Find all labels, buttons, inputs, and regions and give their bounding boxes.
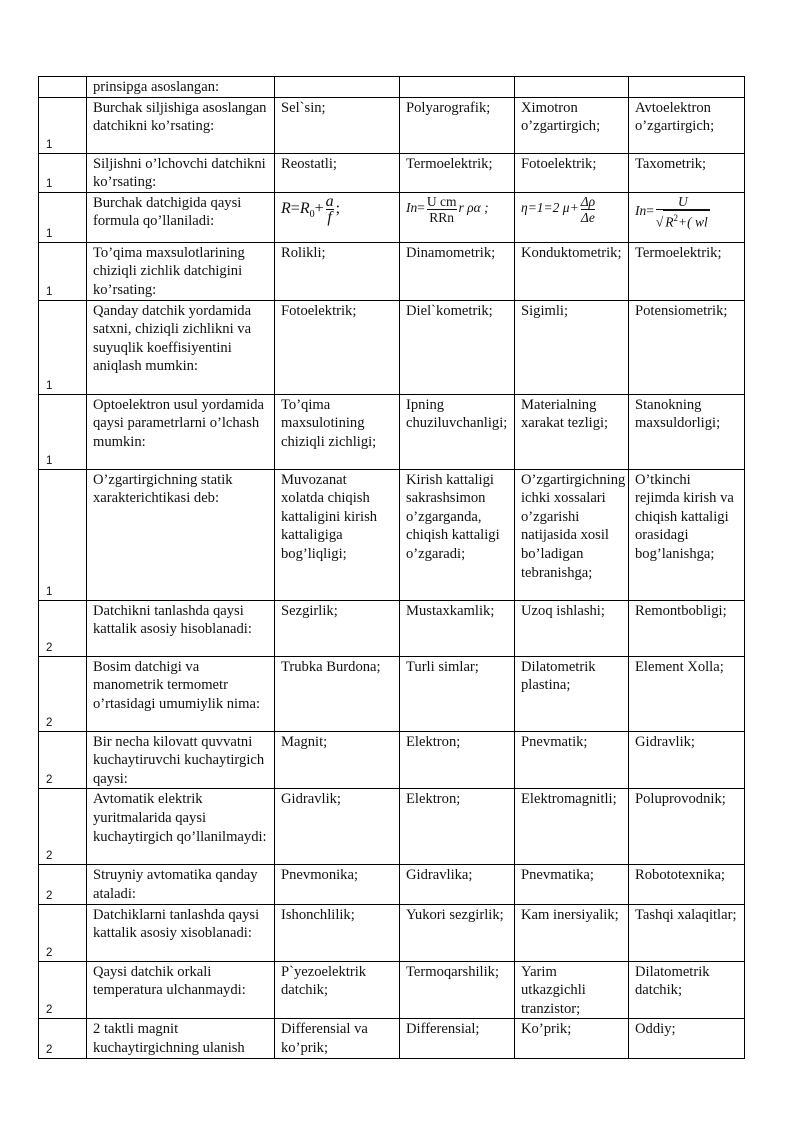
table-row — [39, 961, 745, 1019]
option-c: O’zgartirgichning ichki xossalari o’zgarishi natijasida xosil bo’ladigan tebranishga; — [515, 469, 629, 600]
option-b — [400, 77, 515, 98]
row-number — [39, 77, 87, 98]
option-d: Remontbobligi; — [629, 600, 745, 656]
table-row — [39, 789, 745, 865]
option-b: Termoqarshilik; — [400, 961, 515, 1019]
option-b: Polyarografik; — [400, 97, 515, 153]
row-number: 1 — [39, 242, 87, 300]
option-c: Pnevmatik; — [515, 731, 629, 789]
option-a: Sezgirlik; — [275, 600, 400, 656]
option-d: Poluprovodnik; — [629, 789, 745, 865]
option-b: Termoelektrik; — [400, 153, 515, 192]
question-text: Bir necha kilovatt quvvatni kuchaytiruvchi kuchaytirgich qaysi: — [87, 731, 275, 789]
option-d: Tashqi xalaqitlar; — [629, 904, 745, 961]
question-text: Bosim datchigi va manometrik termometr o’rtasidagi umumiylik nima: — [87, 656, 275, 731]
option-c: Sigimli; — [515, 300, 629, 394]
option-c: Elektromagnitli; — [515, 789, 629, 865]
option-a: Muvozanat xolatda chiqish kattaligini kirish kattaligiga bog’liqligi; — [275, 469, 400, 600]
row-number: 2 — [39, 904, 87, 961]
option-b: Gidravlika; — [400, 865, 515, 904]
option-b: Turli simlar; — [400, 656, 515, 731]
table-row — [39, 1019, 745, 1058]
option-b: Mustaxkamlik; — [400, 600, 515, 656]
table-row — [39, 394, 745, 469]
option-a: Gidravlik; — [275, 789, 400, 865]
option-b: Kirish kattaligi sakrashsimon o’zgarganda, chiqish kattaligi o’zgaradi; — [400, 469, 515, 600]
row-number: 1 — [39, 97, 87, 153]
option-a: Rolikli; — [275, 242, 400, 300]
row-number: 2 — [39, 731, 87, 789]
option-a: Ishonchlilik; — [275, 904, 400, 961]
option-a: Magnit; — [275, 731, 400, 789]
question-text: Optoelektron usul yordamida qaysi parametrlarni o’lchash mumkin: — [87, 394, 275, 469]
table-row — [39, 731, 745, 789]
row-number: 2 — [39, 656, 87, 731]
option-c: Yarim utkazgichli tranzistor; — [515, 961, 629, 1019]
table-row — [39, 153, 745, 192]
row-number: 1 — [39, 300, 87, 394]
option-d: Potensiometrik; — [629, 300, 745, 394]
formula-a: $R=R_0+$ $\frac{a}{f}$ ; — [275, 192, 400, 242]
question-text: Avtomatik elektrik yuritmalarida qaysi kuchaytirgich qo’llanilmaydi: — [87, 789, 275, 865]
option-b: Differensial; — [400, 1019, 515, 1058]
table-row — [39, 600, 745, 656]
option-b: Elektron; — [400, 789, 515, 865]
option-a: Trubka Burdona; — [275, 656, 400, 731]
option-a: To’qima maxsulotining chiziqli zichligi; — [275, 394, 400, 469]
option-c: Konduktometrik; — [515, 242, 629, 300]
table-row — [39, 242, 745, 300]
option-c: Pnevmatika; — [515, 865, 629, 904]
option-a: Fotoelektrik; — [275, 300, 400, 394]
question-text: Datchiklarni tanlashda qaysi kattalik asosiy xisoblanadi: — [87, 904, 275, 961]
option-b: Dinamometrik; — [400, 242, 515, 300]
option-c: Dilatometrik plastina; — [515, 656, 629, 731]
question-text: Qaysi datchik orkali temperatura ulchanmaydi: — [87, 961, 275, 1019]
question-text: Datchikni tanlashda qaysi kattalik asosiy hisoblanadi: — [87, 600, 275, 656]
question-text: Qanday datchik yordamida satxni, chiziqli zichlikni va suyuqlik koeffisiyentini aniqlash mumkin: — [87, 300, 275, 394]
table-row — [39, 865, 745, 904]
option-d: Dilatometrik datchik; — [629, 961, 745, 1019]
row-number: 2 — [39, 600, 87, 656]
option-a: P`yezoelektrik datchik; — [275, 961, 400, 1019]
option-d: Termoelektrik; — [629, 242, 745, 300]
question-text: 2 taktli magnit kuchaytirgichning ulanish — [87, 1019, 275, 1058]
table-row — [39, 192, 745, 242]
table-row — [39, 904, 745, 961]
option-b: Yukori sezgirlik; — [400, 904, 515, 961]
question-text: O’zgartirgichning statik xarakterichtikasi deb: — [87, 469, 275, 600]
option-c: Uzoq ishlashi; — [515, 600, 629, 656]
question-table — [38, 76, 745, 1059]
question-text: Siljishni o’lchovchi datchikni ko’rsating: — [87, 153, 275, 192]
table-row — [39, 300, 745, 394]
option-d — [629, 77, 745, 98]
option-b: Ipning chuziluvchanligi; — [400, 394, 515, 469]
formula-d: In= $\frac{U}{√ R^2+( wl}$ — [629, 192, 745, 242]
option-d: Avtoelektron o’zgartirgich; — [629, 97, 745, 153]
row-number: 1 — [39, 469, 87, 600]
table-row — [39, 469, 745, 600]
option-c: Ximotron o’zgartirgich; — [515, 97, 629, 153]
question-text: To’qima maxsulotlarining chiziqli zichlik datchigini ko’rsating: — [87, 242, 275, 300]
option-a: Pnevmonika; — [275, 865, 400, 904]
table-row — [39, 97, 745, 153]
option-c — [515, 77, 629, 98]
question-text: Struyniy avtomatika qanday ataladi: — [87, 865, 275, 904]
option-d: Robototexnika; — [629, 865, 745, 904]
option-d: Gidravlik; — [629, 731, 745, 789]
formula-b: In= U cm RRn r ρα ; — [400, 192, 515, 242]
row-number: 1 — [39, 153, 87, 192]
option-a — [275, 77, 400, 98]
row-number: 2 — [39, 961, 87, 1019]
option-b: Diel`kometrik; — [400, 300, 515, 394]
option-d: Oddiy; — [629, 1019, 745, 1058]
option-c: Ko’prik; — [515, 1019, 629, 1058]
option-c: Materialning xarakat tezligi; — [515, 394, 629, 469]
table-row — [39, 77, 745, 98]
option-a: Sel`sin; — [275, 97, 400, 153]
table-row — [39, 656, 745, 731]
option-d: Stanokning maxsuldorligi; — [629, 394, 745, 469]
row-number: 1 — [39, 192, 87, 242]
option-a: Differensial va ko’prik; — [275, 1019, 400, 1058]
option-c: Kam inersiyalik; — [515, 904, 629, 961]
formula-c: η=1=2 μ+ $\frac{\Delta\rho}{\Delta e}$ — [515, 192, 629, 242]
row-number: 2 — [39, 789, 87, 865]
row-number: 1 — [39, 394, 87, 469]
question-text: Burchak siljishiga asoslangan datchikni ko’rsating: — [87, 97, 275, 153]
question-text: Burchak datchigida qaysi formula qo’llaniladi: — [87, 192, 275, 242]
option-d: Element Xolla; — [629, 656, 745, 731]
option-d: Taxometrik; — [629, 153, 745, 192]
option-d: O’tkinchi rejimda kirish va chiqish kattaligi orasidagi bog’lanishga; — [629, 469, 745, 600]
question-sheet — [38, 76, 745, 1059]
option-b: Elektron; — [400, 731, 515, 789]
row-number: 2 — [39, 865, 87, 904]
option-a: Reostatli; — [275, 153, 400, 192]
option-c: Fotoelektrik; — [515, 153, 629, 192]
row-number: 2 — [39, 1019, 87, 1058]
question-text: prinsipga asoslangan: — [87, 77, 275, 98]
